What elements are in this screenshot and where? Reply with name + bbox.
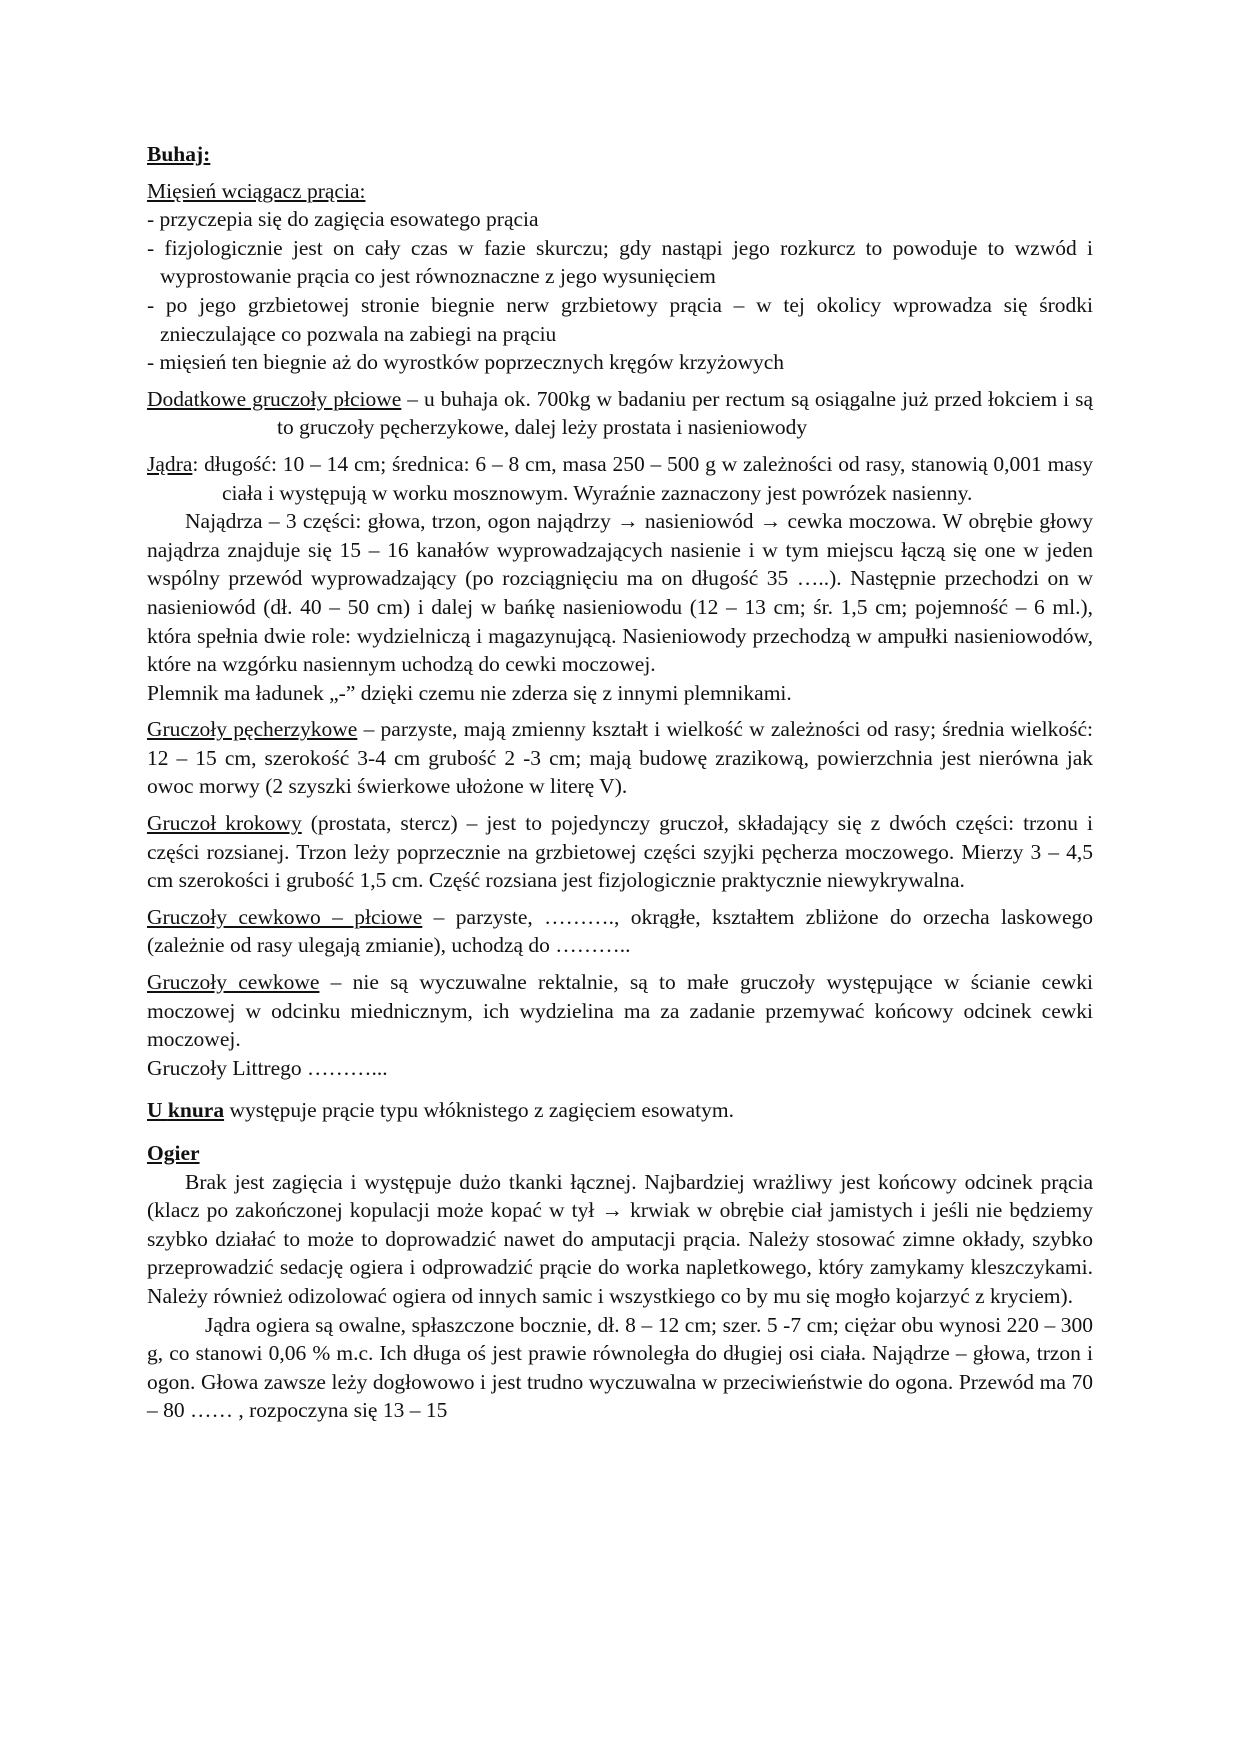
paragraph-dodatkowe: Dodatkowe gruczoły płciowe – u buhaja ok. 700kg w badaniu per rectum są osiągalne już przed łokciem i są to gruczoły pęcherzykowe, dalej leży prostata i nasieniowody — [147, 386, 1094, 440]
paragraph-najadrza: Najądrza – 3 części: głowa, trzon, ogon najądrzy → nasieniowód → cewka moczowa. W obrębie głowy najądrza znajduje się 15 – 16 kanałów wyprowadzających nasienie i w tym miejscu łączą się one w jeden wspólny przewód wyprowadzający (po rozciągnięciu ma on długość 35 …..). Następnie przechodzi on w nasieniowód (dł. 40 – 50 cm) i dalej w bańkę nasieniowodu (12 – 13 cm; śr. 1,5 cm; pojemność – 6 ml.), która spełnia dwie role: wydzielniczą i magazynującą. Nasieniowody przechodzą w ampułki nasieniowodów, które na wzgórku nasiennym uchodzą do cewki moczowej. — [147, 509, 1093, 677]
term-pecherzykowe: Gruczoły pęcherzykowe — [147, 717, 358, 742]
heading-buhaj: Buhaj: — [147, 142, 211, 166]
paragraph-littrego: Gruczoły Littrego ………... — [147, 1055, 388, 1080]
bullet-3: - po jego grzbietowej stronie biegnie nerw grzbietowy prącia – w tej okolicy wprowadza się środki znieczulające co pozwala na zabiegi na prąciu — [147, 292, 1093, 346]
term-jadra: Jądra — [147, 451, 193, 476]
bullet-2: - fizjologicznie jest on cały czas w fazie skurczu; gdy nastąpi jego rozkurcz to powoduje to wzwód i wyprostowanie prącia co jest równoznaczne z jego wysunięciem — [147, 235, 1093, 289]
document-page — [147, 140, 1093, 1425]
paragraph-ogier-2: Jądra ogiera są owalne, spłaszczone bocznie, dł. 8 – 12 cm; szer. 5 -7 cm; ciężar obu wynosi 220 – 300 g, co stanowi 0,06 % m.c. Ich długa oś jest prawie równoległa do długiej osi ciała. Najądrze – głowa, trzon i ogon. Głowa zawsze leży dogłowowo i jest trudno wyczuwalna w przeciwieństwie do ogona. Przewód ma 70 – 80 …… , rozpoczyna się 13 – 15 — [147, 1312, 1093, 1423]
paragraph-knur: U knura występuje prącie typu włóknistego z zagięciem esowatym. — [147, 1098, 734, 1123]
paragraph-krokowy: Gruczoł krokowy (prostata, stercz) – jest to pojedynczy gruczoł, składający się z dwóch części: trzonu i części rozsianej. Trzon leży poprzecznie na grzbietowej części szyjki pęcherza moczowego. Mierzy 3 – 4,5 cm szerokości i grubość 1,5 cm. Część rozsiana jest fizjologicznie praktycznie niewykrywalna. — [147, 811, 1093, 893]
muscle-title: Mięsień wciągacz prącia: — [147, 178, 366, 203]
paragraph-pecherzykowe: Gruczoły pęcherzykowe – parzyste, mają zmienny kształt i wielkość w zależności od rasy; średnia wielkość: 12 – 15 cm, szerokość 3-4 cm grubość 2 -3 cm; mają budowę zrazikową, powierzchnia jest nierówna jak owoc morwy (2 szyszki świerkowe ułożone w literę V). — [147, 717, 1093, 799]
paragraph-jadra: Jądra: długość: 10 – 14 cm; średnica: 6 – 8 cm, masa 250 – 500 g w zależności od rasy, stanowią 0,001 masy ciała i występują w worku mosznowym. Wyraźnie zaznaczony jest powrózek nasienny. — [147, 451, 1093, 505]
term-krokowy: Gruczoł krokowy — [147, 811, 302, 836]
term-dodatkowe: Dodatkowe gruczoły płciowe — [147, 386, 402, 411]
term-knura: U knura — [147, 1098, 225, 1123]
paragraph-ogier-1: Brak jest zagięcia i występuje dużo tkanki łącznej. Najbardziej wrażliwy jest końcowy odcinek prącia (klacz po zakończonej kopulacji może kopać w tył → krwiak w obrębie ciał jamistych i jeśli nie będziemy szybko działać to może to doprowadzić nawet do amputacji prącia. Należy stosować zimne okłady, szybko przeprowadzić sedację ogiera i odprowadzić prącie do worka napletkowego, który zamykamy kleszczykami. Należy również odizolować ogiera od innych samic i wszystkiego co by mu się mogło kojarzyć z kryciem). — [147, 1169, 1093, 1308]
paragraph-plemnik: Plemnik ma ładunek „-” dzięki czemu nie zderza się z innymi plemnikami. — [147, 680, 792, 705]
bullet-1: - przyczepia się do zagięcia esowatego prącia — [147, 207, 539, 232]
bullet-4: - mięsień ten biegnie aż do wyrostków poprzecznych kręgów krzyżowych — [147, 350, 785, 375]
term-cewkowe: Gruczoły cewkowe — [147, 970, 320, 995]
paragraph-cewkowe: Gruczoły cewkowe – nie są wyczuwalne rektalnie, są to małe gruczoły występujące w ścianie cewki moczowej w odcinku miednicznym, ich wydzielina ma za zadanie przemywać końcowy odcinek cewki moczowej. — [147, 970, 1093, 1052]
term-cewkowo-plciowe: Gruczoły cewkowo – płciowe — [147, 904, 423, 929]
paragraph-cewkowo-plciowe: Gruczoły cewkowo – płciowe – parzyste, ………., okrągłe, kształtem zbliżone do orzecha laskowego (zależnie od rasy ulegają zmianie), uchodzą do ……….. — [147, 904, 1093, 958]
heading-ogier: Ogier — [147, 1141, 200, 1165]
